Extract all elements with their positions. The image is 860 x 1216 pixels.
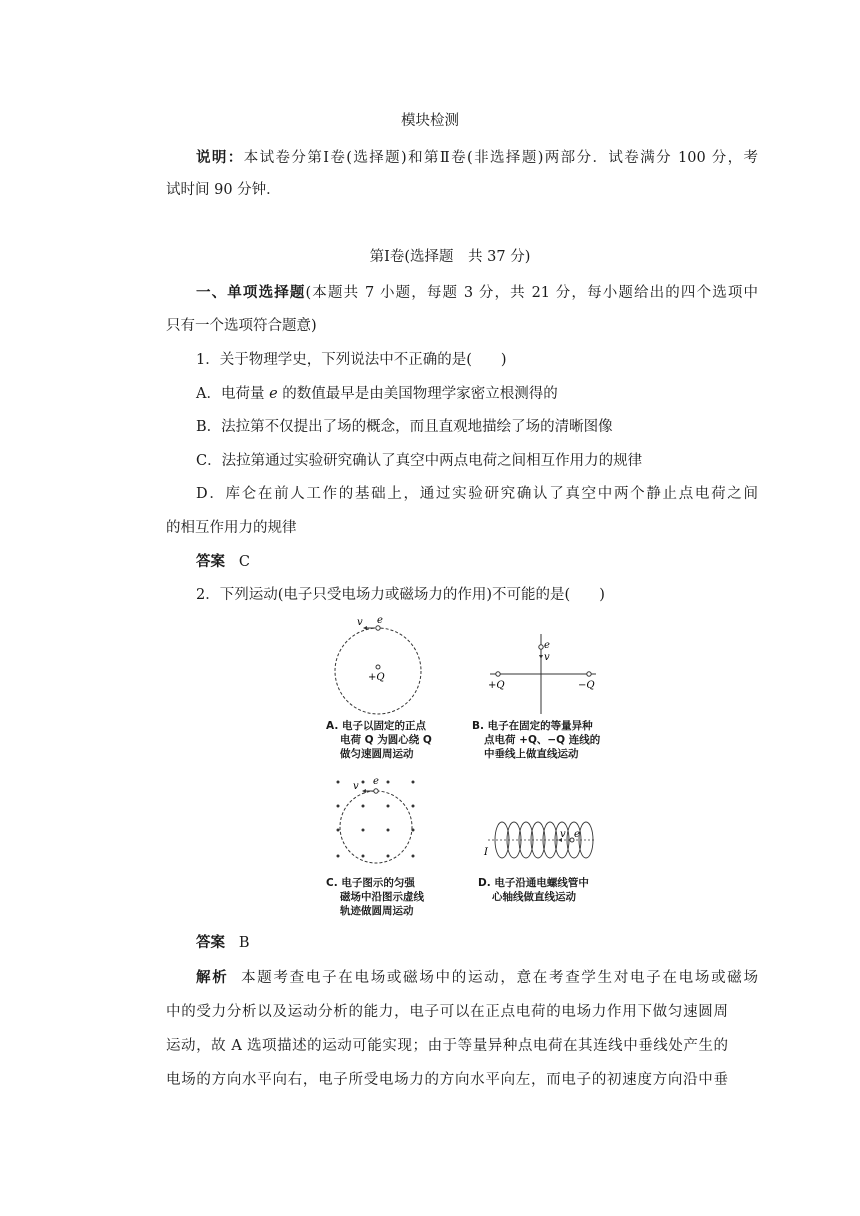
figure-a-arrowhead <box>363 626 367 630</box>
figure-b-e-label: e <box>544 640 550 651</box>
figure-a-charge-dot <box>376 665 380 669</box>
q1-option-d-1: D．库仑在前人工作的基础上，通过实验研究确认了真空中两个静止点电荷之间 <box>196 486 758 502</box>
figure-d-caption-1: D. 电子沿通电螺线管中 <box>478 877 589 889</box>
figure-c-orbit <box>340 791 412 863</box>
figure-b-diagram <box>480 630 610 716</box>
field-dot <box>387 829 390 832</box>
figure-d-current-label: I <box>484 847 488 858</box>
q1-option-c: C．法拉第通过实验研究确认了真空中两点电荷之间相互作用力的规律 <box>196 453 643 469</box>
figure-a-caption-3: 做匀速圆周运动 <box>340 748 414 760</box>
figure-a-orbit <box>335 628 421 714</box>
q2-analysis-label: 解析 <box>196 969 229 986</box>
figure-b-plus-label: +Q <box>488 680 505 691</box>
figure-a-charge-label: +Q <box>368 672 385 683</box>
figure-c-diagram <box>326 772 426 868</box>
figure-d-e-label: e <box>574 829 580 840</box>
intro-line-1 <box>196 148 758 168</box>
q2-analysis-line-1 <box>196 968 758 988</box>
figure-c-electron <box>374 789 378 793</box>
figure-c-arrowhead <box>362 789 366 793</box>
field-dot <box>337 855 340 858</box>
page-title: 模块检测 <box>401 113 459 129</box>
figure-a-caption-1: A. 电子以固定的正点 <box>326 720 426 732</box>
q2-analysis-line-3: 运动，故 A 选项描述的运动可能实现；由于等量异种点电荷在其连线中垂线处产生的 <box>166 1038 728 1054</box>
section1-line-1 <box>196 283 758 303</box>
q2-answer-value: B <box>238 935 250 951</box>
figure-b-v-label: v <box>544 652 550 663</box>
figure-b-plus-charge <box>496 672 500 676</box>
section1-text-1: (本题共 7 小题，每题 3 分，共 21 分，每小题给出的四个选项中 <box>305 285 758 301</box>
figure-b-caption-3: 中垂线上做直线运动 <box>484 748 579 760</box>
figure-a-diagram <box>320 612 430 724</box>
intro-line-2: 试时间 90 分钟． <box>166 182 281 198</box>
section1-label: 一、单项选择题 <box>196 284 306 301</box>
field-dot <box>387 805 390 808</box>
q1-option-b: B．法拉第不仅提出了场的概念，而且直观地描绘了场的清晰图像 <box>196 419 613 435</box>
figure-c-e-label: e <box>373 776 379 787</box>
figure-b-minus-charge <box>587 672 591 676</box>
figure-a-electron <box>376 626 380 630</box>
field-dot <box>362 829 365 832</box>
field-dot <box>412 855 415 858</box>
field-dot <box>387 781 390 784</box>
figure-b-caption-1: B. 电子在固定的等量异种 <box>472 720 593 732</box>
q2-answer <box>196 933 249 953</box>
q1-answer-value: C <box>238 554 250 570</box>
figure-c-v-label: v <box>353 781 359 792</box>
figure-b-arrowhead <box>539 655 543 659</box>
q2-analysis-text-1: 本题考查电子在电场或磁场中的运动，意在考查学生对电子在电场或磁场 <box>241 970 759 986</box>
figure-d-caption-2: 心轴线做直线运动 <box>492 891 576 903</box>
field-dot <box>337 781 340 784</box>
field-dot <box>412 805 415 808</box>
field-dot <box>362 805 365 808</box>
field-dot <box>362 781 365 784</box>
q1-answer-label: 答案 <box>196 553 225 570</box>
figure-c-caption-3: 轨迹做圆周运动 <box>340 905 414 917</box>
figure-b-minus-label: −Q <box>578 680 595 691</box>
section1-line-2: 只有一个选项符合题意) <box>166 318 317 334</box>
q2-analysis-line-4: 电场的方向水平向右，电子所受电场力的方向水平向左，而电子的初速度方向沿中垂 <box>166 1072 728 1088</box>
figure-b-caption-2: 点电荷 +Q、−Q 连线的 <box>484 734 601 746</box>
figure-c-caption-2: 磁场中沿图示虚线 <box>340 891 424 903</box>
field-dot <box>337 829 340 832</box>
q1-option-a-post: 的数值最早是由美国物理学家密立根测得的 <box>277 386 558 402</box>
q1-option-a <box>196 384 558 404</box>
figure-d-v-label: v <box>560 829 566 840</box>
q2-analysis-line-2: 中的受力分析以及运动分析的能力，电子可以在正点电荷的电场力作用下做匀速圆周 <box>166 1004 728 1020</box>
q1-stem: 1．关于物理学史，下列说法中不正确的是( ) <box>196 352 507 368</box>
q1-answer <box>196 552 250 572</box>
q2-stem: 2．下列运动(电子只受电场力或磁场力的作用)不可能的是( ) <box>196 587 605 603</box>
part1-title: 第Ⅰ卷(选择题 共 37 分) <box>369 249 531 265</box>
field-dot <box>387 855 390 858</box>
field-dot <box>412 781 415 784</box>
q2-answer-label: 答案 <box>196 934 225 951</box>
q1-option-a-var: e <box>269 386 278 402</box>
figure-a-v-label: v <box>357 617 363 628</box>
figure-c-caption-1: C. 电子图示的匀强 <box>326 877 415 889</box>
figure-a-e-label: e <box>377 615 383 626</box>
field-dot <box>337 805 340 808</box>
field-dot <box>362 855 365 858</box>
figure-a-caption-2: 电荷 Q 为圆心绕 Q <box>340 734 432 746</box>
figure-d-diagram <box>480 818 600 868</box>
q1-option-a-pre: A．电荷量 <box>196 386 270 402</box>
intro-text-1: 本试卷分第Ⅰ卷(选择题)和第Ⅱ卷(非选择题)两部分．试卷满分 100 分，考 <box>243 150 759 166</box>
intro-label: 说明： <box>196 149 244 166</box>
q1-option-d-2: 的相互作用力的规律 <box>166 520 297 536</box>
figure-b-electron <box>539 645 543 649</box>
